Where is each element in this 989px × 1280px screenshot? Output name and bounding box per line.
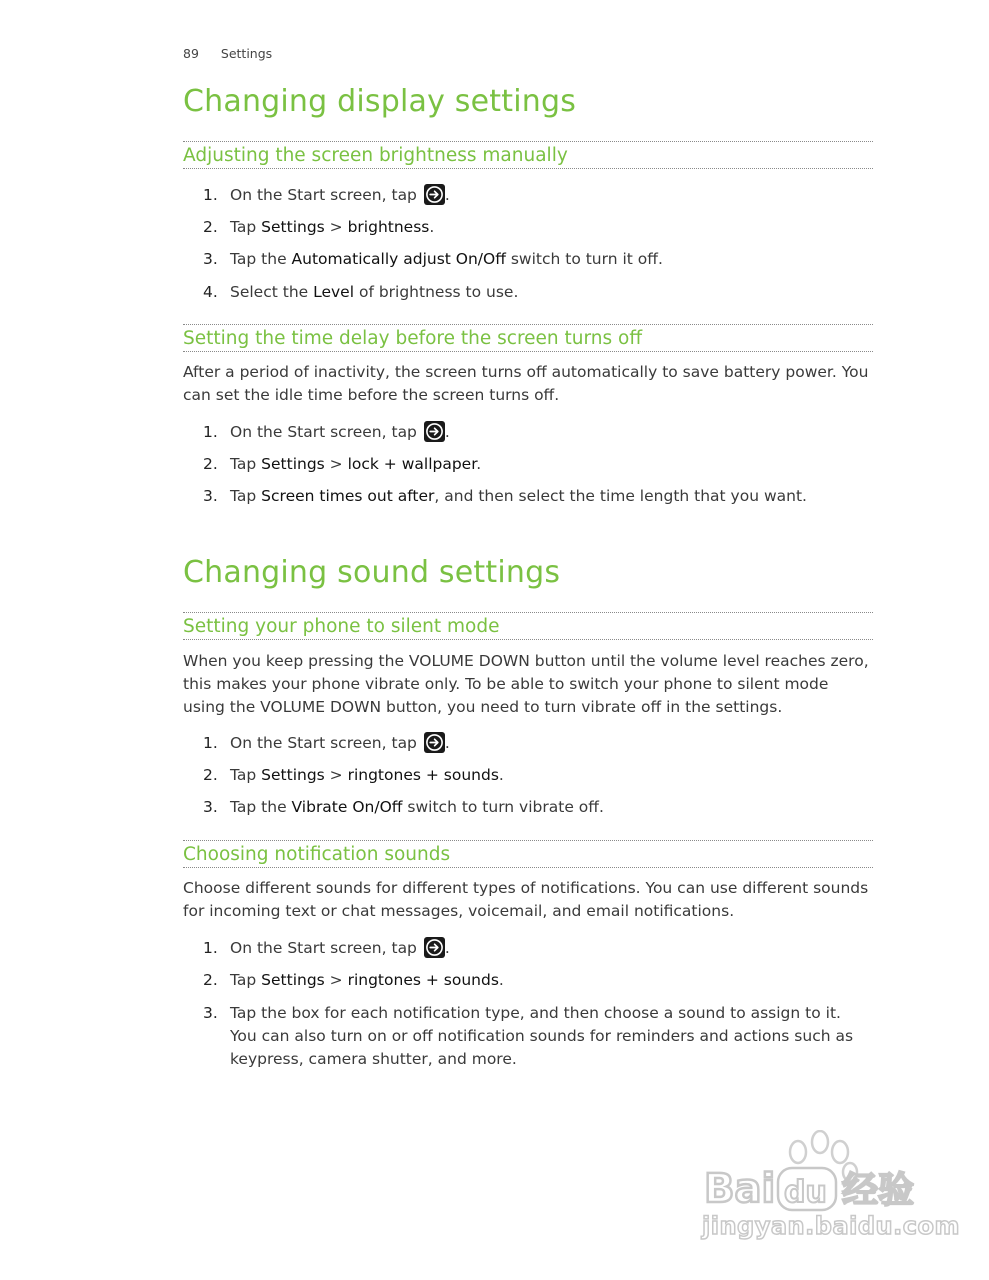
silent-mode-heading: Setting your phone to silent mode — [183, 612, 873, 640]
page-header — [183, 46, 272, 61]
brightness-heading: Adjusting the screen brightness manually — [183, 141, 873, 169]
header-section: Settings — [220, 46, 273, 61]
notification-sounds-heading: Choosing notification sounds — [183, 840, 873, 868]
svg-text:Bai: Bai — [704, 1166, 776, 1212]
watermark-url: jingyan.baidu.com — [702, 1212, 960, 1240]
arrow-right-circle-icon — [424, 937, 445, 958]
silent-mode-intro: When you keep pressing the VOLUME DOWN button until the volume level reaches zero, this makes your phone vibrate only. To be able to switch your phone to silent mode using the VOLUME DOWN button, you need to turn vibrate off in the settings. — [183, 652, 869, 716]
display-settings-title: Changing display settings — [183, 84, 577, 119]
arrow-right-circle-icon — [424, 421, 445, 442]
notification-sounds-intro: Choose different sounds for different types of notifications. You can use different sounds for incoming text or chat messages, voicemail, and email notifications. — [183, 879, 869, 920]
arrow-right-circle-icon — [424, 184, 445, 205]
sound-settings-title: Changing sound settings — [183, 555, 561, 590]
svg-text:经验: 经验 — [842, 1170, 915, 1211]
timeout-heading: Setting the time delay before the screen turns off — [183, 324, 873, 352]
baidu-watermark — [700, 1130, 960, 1245]
timeout-intro: After a period of inactivity, the screen turns off automatically to save battery power. You can set the idle time before the screen turns off. — [183, 363, 869, 404]
svg-text:du: du — [784, 1175, 827, 1210]
page-number: 89 — [183, 46, 199, 61]
arrow-right-circle-icon — [424, 732, 445, 753]
